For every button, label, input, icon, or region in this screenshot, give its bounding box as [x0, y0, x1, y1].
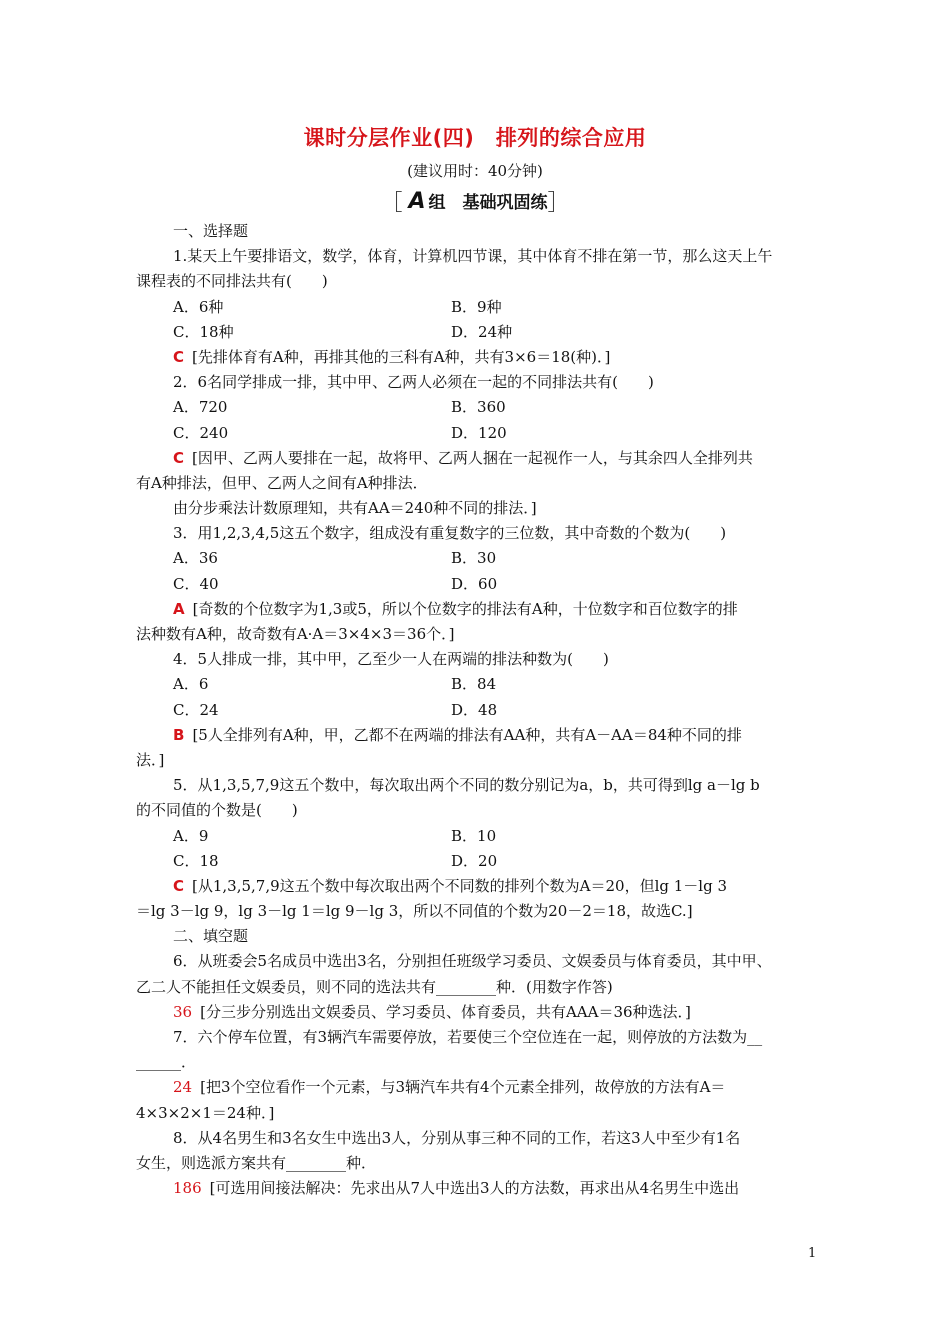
answer-number: 186 [173, 1179, 202, 1198]
text-line: ______． [136, 1053, 197, 1072]
option: D．24种 [451, 322, 513, 341]
option: C．240 [173, 423, 229, 442]
answer-line [136, 597, 816, 622]
option-row [136, 849, 816, 874]
option: B．10 [451, 826, 497, 845]
option: B．84 [451, 675, 497, 694]
answer-line [136, 1075, 816, 1100]
answer-letter: C [173, 876, 185, 895]
option-row [136, 295, 816, 320]
option: B．360 [451, 398, 506, 417]
answer-explanation: [先排体育有A种，再排其他的三科有A种，共有3×6＝18(种)．] [192, 347, 611, 366]
option: B．9种 [451, 297, 502, 316]
option: A．36 [173, 549, 218, 568]
answer-letter: C [173, 347, 185, 366]
option: D．20 [451, 851, 498, 870]
option: D．48 [451, 700, 498, 719]
answer-explanation: [奇数的个位数字为1,3或5，所以个位数字的排法有A种，十位数字和百位数字的排 [192, 599, 738, 618]
option: A．9 [173, 826, 209, 845]
answer-line [136, 345, 816, 370]
text-line: 4．5人排成一排，其中甲，乙至少一人在两端的排法种数为( ) [173, 650, 609, 669]
option-row [136, 698, 816, 723]
answer-letter: C [173, 448, 185, 467]
option-row [136, 824, 816, 849]
page-title: 课时分层作业(四) 排列的综合应用 [303, 126, 647, 150]
option: C．40 [173, 574, 219, 593]
option: B．30 [451, 549, 497, 568]
exercise-content [136, 219, 816, 1201]
answer-letter: A [173, 599, 185, 618]
text-line: 女生，则选派方案共有________种． [136, 1153, 377, 1172]
option-row [136, 421, 816, 446]
text-line: ＝lg 3－lg 9，lg 3－lg 1＝lg 9－lg 3，所以不同值的个数为20－2＝18，故选C.] [136, 902, 693, 921]
answer-explanation: [从1,3,5,7,9这五个数中每次取出两个不同数的排列个数为A＝20，但lg 1－lg 3 [192, 876, 728, 895]
answer-line [136, 874, 816, 899]
text-line: 6．从班委会5名成员中选出3名，分别担任班级学习委员、文娱委员与体育委员，其中甲、 [173, 952, 772, 971]
text-line: 5．从1,3,5,7,9这五个数中，每次取出两个不同的数分别记为a，b，共可得到lg a－lg b [173, 776, 760, 795]
answer-line [136, 446, 816, 471]
option: C．18种 [173, 322, 234, 341]
right-bracket-icon: ］ [547, 191, 570, 216]
text-line: 有A种排法，但甲、乙两人之间有A种排法． [136, 473, 428, 492]
answer-letter: B [173, 725, 185, 744]
text-line: 由分步乘法计数原理知，共有AA＝240种不同的排法．] [173, 499, 537, 518]
text-line: 1.某天上午要排语文，数学，体育，计算机四节课，其中体育不排在第一节，那么这天上午 [173, 247, 773, 266]
option-row [136, 572, 816, 597]
option: A．6 [173, 675, 209, 694]
group-heading [0, 186, 950, 217]
answer-explanation: [可选用间接法解决：先求出从7人中选出3人的方法数，再求出从4名男生中选出 [209, 1179, 740, 1198]
option: D．60 [451, 574, 498, 593]
text-line: 4×3×2×1＝24种．] [136, 1103, 275, 1122]
answer-explanation: [因甲、乙两人要排在一起，故将甲、乙两人捆在一起视作一人，与其余四人全排列共 [192, 448, 753, 467]
time-suggestion: (建议用时：40分钟) [407, 162, 543, 180]
text-line: 课程表的不同排法共有( ) [136, 272, 328, 291]
answer-number: 24 [173, 1078, 193, 1097]
text-line: 8．从4名男生和3名女生中选出3人，分别从事三种不同的工作，若这3人中至少有1名 [173, 1128, 741, 1147]
text-line: 法种数有A种，故奇数有A·A＝3×4×3＝36个．] [136, 625, 455, 643]
answer-line [136, 1176, 816, 1201]
answer-line [136, 723, 816, 748]
answer-explanation: [把3个空位看作一个元素，与3辆汽车共有4个元素全排列，故停放的方法有A＝ [200, 1078, 726, 1097]
text-line: 二、填空题 [173, 927, 249, 946]
option-row [136, 395, 816, 420]
option: A．6种 [173, 297, 224, 316]
option: C．18 [173, 851, 219, 870]
text-line: 一、选择题 [173, 222, 249, 240]
group-text: 组 基础巩固练 [428, 193, 548, 213]
group-letter: A [408, 189, 426, 214]
option-row [136, 546, 816, 571]
option: A．720 [173, 398, 228, 417]
option-row [136, 320, 816, 345]
option: C．24 [173, 700, 219, 719]
text-line: 乙二人不能担任文娱委员，则不同的选法共有________种．(用数字作答) [136, 977, 613, 996]
answer-explanation: [5人全排列有A种，甲，乙都不在两端的排法有AA种，共有A－AA＝84种不同的排 [192, 725, 742, 744]
page-number: 1 [808, 1246, 817, 1261]
text-line: 法．] [136, 750, 165, 769]
answer-line [136, 1000, 816, 1025]
answer-number: 36 [173, 1002, 193, 1021]
option-row [136, 672, 816, 697]
left-bracket-icon: ［ [380, 191, 403, 216]
text-line: 的不同值的个数是( ) [136, 801, 298, 820]
text-line: 2．6名同学排成一排，其中甲、乙两人必须在一起的不同排法共有( ) [173, 373, 654, 392]
text-line: 3．用1,2,3,4,5这五个数字，组成没有重复数字的三位数，其中奇数的个数为( ) [173, 524, 727, 543]
text-line: 7．六个停车位置，有3辆汽车需要停放，若要使三个空位连在一起，则停放的方法数为__ [173, 1028, 763, 1046]
option: D．120 [451, 423, 507, 442]
answer-explanation: [分三步分别选出文娱委员、学习委员、体育委员，共有AAA＝36种选法．] [200, 1002, 691, 1021]
